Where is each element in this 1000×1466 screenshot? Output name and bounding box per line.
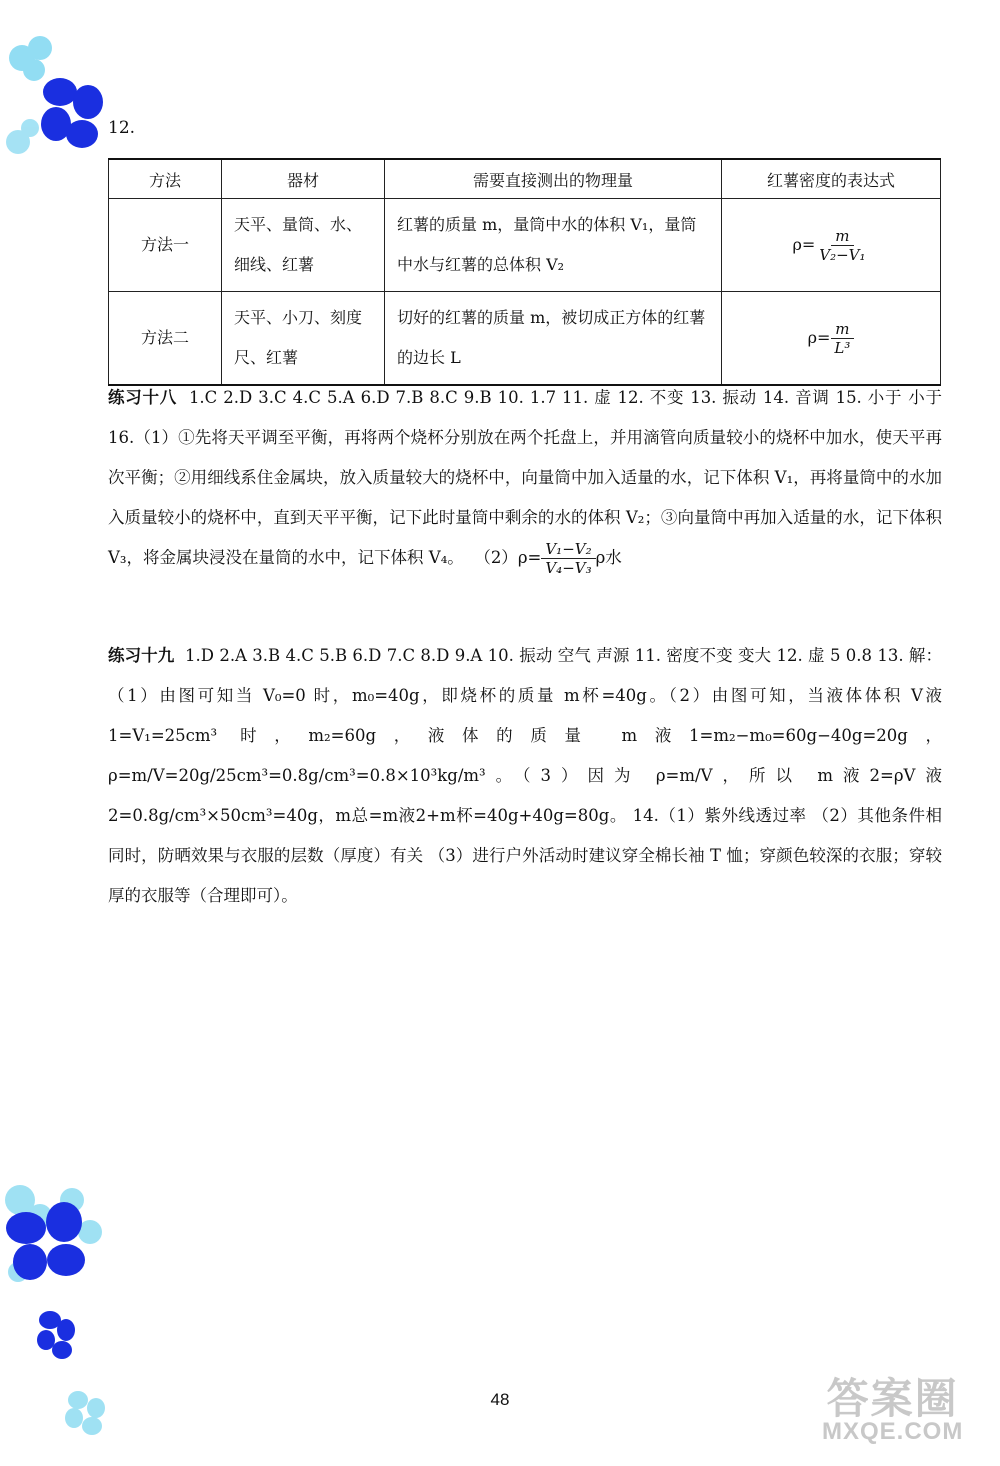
header-formula: 红薯密度的表达式 bbox=[722, 159, 941, 199]
question-number: 12. bbox=[108, 118, 136, 138]
measured-cell: 红薯的质量 m，量筒中水的体积 V₁，量筒中水与红薯的总体积 V₂ bbox=[385, 199, 722, 292]
formula-denominator: L³ bbox=[834, 339, 851, 357]
header-method: 方法 bbox=[109, 159, 222, 199]
formula-numerator: m bbox=[831, 227, 853, 246]
exercise-19-text: 1.D 2.A 3.B 4.C 5.B 6.D 7.C 8.D 9.A 10. 振动 空气 声源 11. 密度不变 变大 12. 虚 5 0.8 13. 解：（1）由图可知当 V₀=0 时，m₀=40g，即烧杯的质量 m杯=40g。（2）由图可知，当液体体积 V液1=V₁=25cm³ 时，m₂=60g，液体的质量 m液1=m₂−m₀=60g−40g=20g，ρ=m/V=20g/25cm³=0.8g/cm³=0.8×10³kg/m³。（3）因为 ρ=m/V，所以 m液2=ρV液2=0.8g/cm³×50cm³=40g，m总=m液2+m杯=40g+40g=80g。 14.（1）紫外线透过率 （2）其他条件相同时，防晒效果与衣服的层数（厚度）有关 （3）进行户外活动时建议穿全棉长袖 T 恤；穿颜色较深的衣服；穿较厚的衣服等（合理即可）。 bbox=[108, 646, 943, 905]
method-cell: 方法二 bbox=[109, 292, 222, 386]
materials-cell: 天平、量筒、水、细线、红薯 bbox=[222, 199, 385, 292]
method-cell: 方法一 bbox=[109, 199, 222, 292]
measured-cell: 切好的红薯的质量 m，被切成正方体的红薯的边长 L bbox=[385, 292, 722, 386]
exercise-19-title: 练习十九 bbox=[108, 646, 175, 665]
exercise-18-title: 练习十八 bbox=[108, 388, 177, 407]
watermark-line1: 答案圈 bbox=[826, 1375, 959, 1422]
formula-fraction bbox=[830, 320, 854, 357]
exercise-18-formula-denominator: V₄−V₃ bbox=[545, 559, 592, 577]
exercise-18-formula-fraction bbox=[541, 540, 595, 577]
exercise-18-formula-tail: ρ水 bbox=[595, 548, 622, 567]
exercise-19-answers bbox=[108, 636, 942, 916]
exercise-18-formula-lhs: ρ= bbox=[517, 548, 542, 567]
exercise-18-answers bbox=[108, 378, 942, 578]
watermark-line2: MXQE.COM bbox=[822, 1418, 964, 1445]
materials-cell: 天平、小刀、刻度尺、红薯 bbox=[222, 292, 385, 386]
header-measured: 需要直接测出的物理量 bbox=[385, 159, 722, 199]
formula-fraction bbox=[815, 227, 869, 264]
table-header-row bbox=[109, 159, 941, 199]
table-row bbox=[109, 292, 941, 386]
exercise-18-text: 1.C 2.D 3.C 4.C 5.A 6.D 7.B 8.C 9.B 10. 1.7 11. 虚 12. 不变 13. 振动 14. 音调 15. 小于 小于 16.（1）①先将天平调至平衡，再将两个烧杯分别放在两个托盘上，并用滴管向质量较小的烧杯中加水，使天平再次平衡；②用细线系住金属块，放入质量较大的烧杯中，向量筒中加入适量的水，记下体积 V₁，再将量筒中的水加入质量较小的烧杯中，直到天平平衡，记下此时量筒中剩余的水的体积 V₂；③向量筒中再加入适量的水，记下体积 V₃，将金属块浸没在量筒的水中，记下体积 V₄。 bbox=[108, 388, 942, 567]
table-row bbox=[109, 199, 941, 292]
formula-cell bbox=[722, 199, 941, 292]
formula-lhs: ρ= bbox=[807, 328, 831, 347]
exercise-18-formula-numerator: V₁−V₂ bbox=[541, 540, 595, 559]
exercise-18-part2-label: （2） bbox=[474, 548, 518, 567]
formula-denominator: V₂−V₁ bbox=[819, 246, 866, 264]
formula-cell bbox=[722, 292, 941, 386]
formula-lhs: ρ= bbox=[792, 235, 816, 254]
page-number: 48 bbox=[490, 1390, 510, 1409]
density-method-table bbox=[108, 158, 941, 386]
watermark-logo bbox=[822, 1375, 964, 1445]
header-materials: 器材 bbox=[222, 159, 385, 199]
formula-numerator: m bbox=[831, 320, 853, 339]
clover-decoration-top bbox=[0, 30, 120, 160]
